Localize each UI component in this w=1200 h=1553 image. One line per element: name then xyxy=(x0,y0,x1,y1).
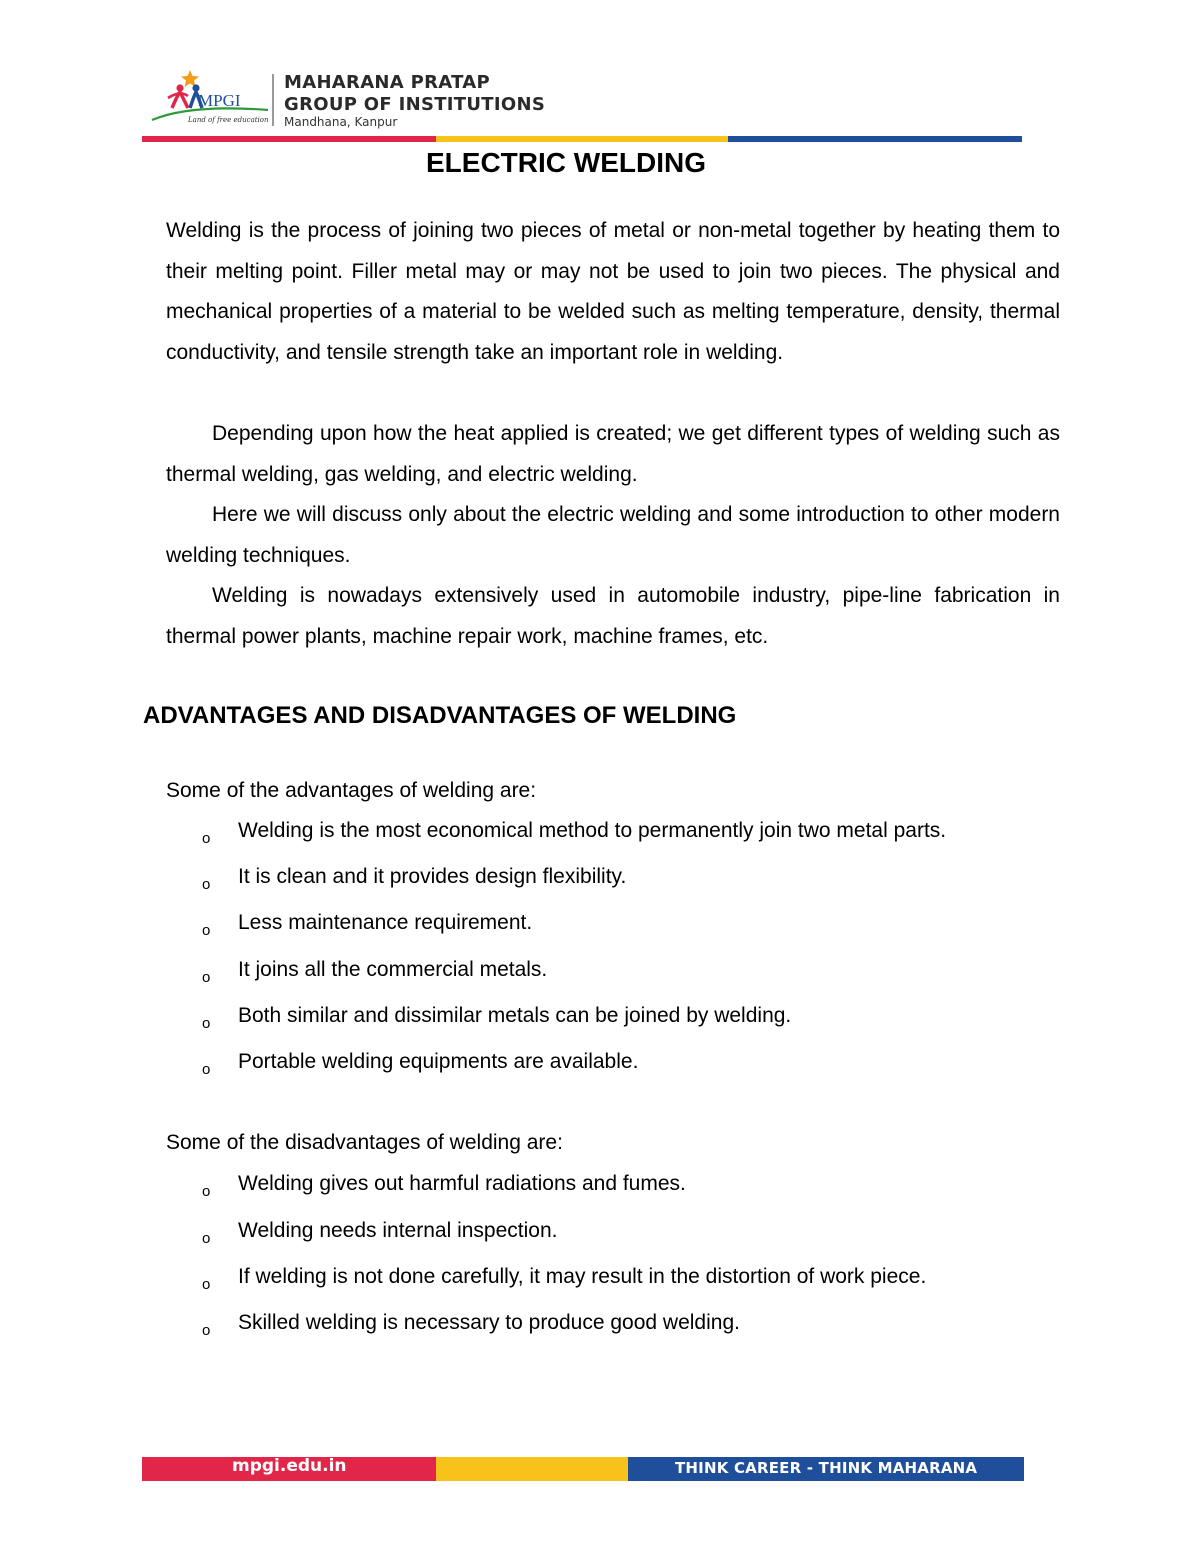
org-location: Mandhana, Kanpur xyxy=(284,115,398,129)
advantages-intro: Some of the advantages of welding are: xyxy=(166,779,537,802)
bullet-icon: o xyxy=(202,1322,211,1339)
intro-paragraph: Welding is the process of joining two pieces of metal or non-metal together by heating them to their melting point. Filler metal may or may not be used to join two pieces. The physical and mechanical properties of a material to be welded such as melting temperature, density, thermal conductivity, and tensile strength take an important role in welding. xyxy=(166,219,1060,364)
org-name-line2: GROUP OF INSTITUTIONS xyxy=(284,94,546,115)
discussion-paragraph: Here we will discuss only about the electric welding and some introduction to other modern welding techniques. xyxy=(166,503,1060,567)
header-divider xyxy=(272,74,274,126)
disadvantage-text: If welding is not done carefully, it may result in the distortion of work piece. xyxy=(238,1265,927,1288)
org-name-line1: MAHARANA PRATAP xyxy=(284,72,490,93)
bullet-icon: o xyxy=(202,1015,211,1032)
document-title: ELECTRIC WELDING xyxy=(426,147,706,178)
bullet-icon: o xyxy=(202,1061,211,1078)
advantage-text: Both similar and dissimilar metals can be joined by welding. xyxy=(238,1004,792,1027)
logo-tagline: Land of free education xyxy=(188,116,269,124)
disadvantages-intro: Some of the disadvantages of welding are: xyxy=(166,1131,563,1154)
advantage-text: Welding is the most economical method to permanently join two metal parts. xyxy=(238,819,947,842)
advantage-text: It is clean and it provides design flexibility. xyxy=(238,865,627,888)
footer-band-yellow xyxy=(436,1457,628,1481)
section-heading: ADVANTAGES AND DISADVANTAGES OF WELDING xyxy=(143,702,737,729)
header-stripe-red xyxy=(142,136,436,142)
advantage-text: It joins all the commercial metals. xyxy=(238,958,548,981)
bullet-icon: o xyxy=(202,830,211,847)
mpgi-logo xyxy=(150,68,270,126)
disadvantage-text: Skilled welding is necessary to produce good welding. xyxy=(238,1311,740,1334)
usage-paragraph: Welding is nowadays extensively used in automobile industry, pipe-line fabrication in thermal power plants, machine repair work, machine frames, etc. xyxy=(166,584,1060,648)
disadvantage-text: Welding needs internal inspection. xyxy=(238,1219,558,1242)
advantage-text: Portable welding equipments are available. xyxy=(238,1050,639,1073)
bullet-icon: o xyxy=(202,969,211,986)
disadvantage-text: Welding gives out harmful radiations and fumes. xyxy=(238,1172,686,1195)
bullet-icon: o xyxy=(202,922,211,939)
heat-types-paragraph: Depending upon how the heat applied is created; we get different types of welding such as thermal welding, gas welding, and electric welding. xyxy=(166,422,1060,486)
footer-url: mpgi.edu.in xyxy=(232,1456,347,1476)
header-stripe-blue xyxy=(728,136,1022,142)
bullet-icon: o xyxy=(202,1230,211,1247)
bullet-icon: o xyxy=(202,876,211,893)
logo-text: MPGI xyxy=(198,91,241,110)
advantage-text: Less maintenance requirement. xyxy=(238,911,533,934)
bullet-icon: o xyxy=(202,1183,211,1200)
footer-tagline: THINK CAREER - THINK MAHARANA xyxy=(675,1459,978,1477)
bullet-icon: o xyxy=(202,1276,211,1293)
header-stripe-yellow xyxy=(436,136,728,142)
page-header xyxy=(150,66,1022,146)
